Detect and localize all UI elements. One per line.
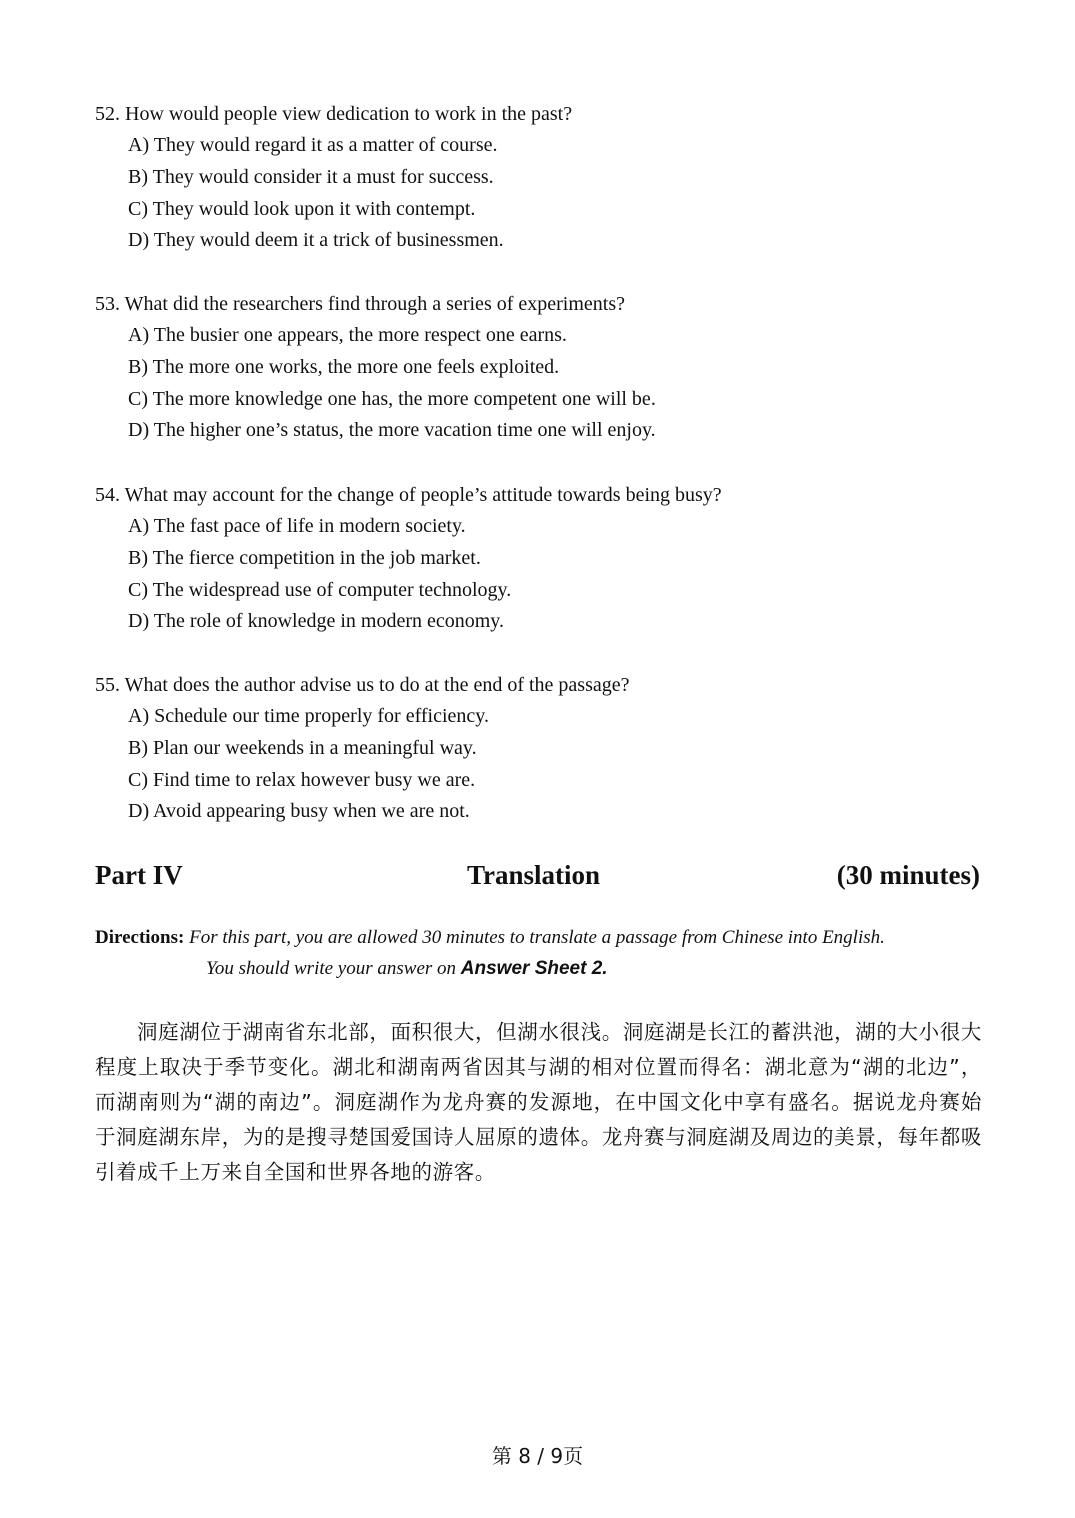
option-a: A) The fast pace of life in modern society. <box>128 515 466 537</box>
option-c: C) Find time to relax however busy we are. <box>128 768 476 791</box>
question-54 <box>95 479 722 638</box>
option-d: D) They would deem it a trick of businessmen. <box>128 229 504 252</box>
part-title: Translation <box>467 860 601 890</box>
option-b: B) The more one works, the more one feels exploited. <box>128 355 560 378</box>
option-c: C) The widespread use of computer technology. <box>128 578 512 601</box>
directions-text: For this part, you are allowed 30 minutes to translate a passage from Chinese into English. <box>189 927 885 948</box>
option-a: A) Schedule our time properly for efficiency. <box>128 705 489 727</box>
question-stem: 52. How would people view dedication to work in the past? <box>95 103 573 125</box>
option-d: D) The role of knowledge in modern economy. <box>128 610 505 633</box>
option-b: B) They would consider it a must for success. <box>128 165 494 188</box>
option-c: C) The more knowledge one has, the more competent one will be. <box>128 387 656 410</box>
question-stem: 55. What does the author advise us to do at the end of the passage? <box>95 674 630 696</box>
question-55 <box>95 669 629 828</box>
option-b: B) The fierce competition in the job market. <box>128 546 481 569</box>
question-53 <box>95 288 656 447</box>
option-b: B) Plan our weekends in a meaningful way. <box>128 736 477 759</box>
directions: Directions: For this part, you are allowed 30 minutes to translate a passage from Chinese into English. You should write your answer on Answer Sheet 2. <box>95 927 885 979</box>
option-d: D) The higher one’s status, the more vacation time one will enjoy. <box>128 419 656 442</box>
question-52 <box>95 98 572 257</box>
directions-label: Directions <box>95 927 179 948</box>
option-a: A) They would regard it as a matter of course. <box>128 134 498 156</box>
answer-sheet-ref: Answer Sheet 2. <box>460 958 608 979</box>
part-heading <box>95 860 980 900</box>
question-stem: 53. What did the researchers find through a series of experiments? <box>95 293 626 315</box>
option-c: C) They would look upon it with contempt. <box>128 197 476 220</box>
chinese-passage: 洞庭湖位于湖南省东北部，面积很大，但湖水很浅。洞庭湖是长江的蓄洪池，湖的大小很大程度上取决于季节变化。湖北和湖南两省因其与湖的相对位置而得名：湖北意为“湖的北边”，而湖南则为“湖的南边”。洞庭湖作为龙舟赛的发源地，在中国文化中享有盛名。据说龙舟赛始于洞庭湖东岸，为的是搜寻楚国爱国诗人屈原的遗体。龙舟赛与洞庭湖及周边的美景，每年都吸引着成千上万来自全国和世界各地的游客。 <box>95 1020 982 1184</box>
part-time: (30 minutes) <box>836 860 980 890</box>
question-stem: 54. What may account for the change of people’s attitude towards being busy? <box>95 484 722 506</box>
page-number: 第 8 / 9页 <box>491 1444 584 1468</box>
option-a: A) The busier one appears, the more respect one earns. <box>128 324 567 346</box>
part-label: Part IV <box>95 860 183 890</box>
option-d: D) Avoid appearing busy when we are not. <box>128 800 470 823</box>
